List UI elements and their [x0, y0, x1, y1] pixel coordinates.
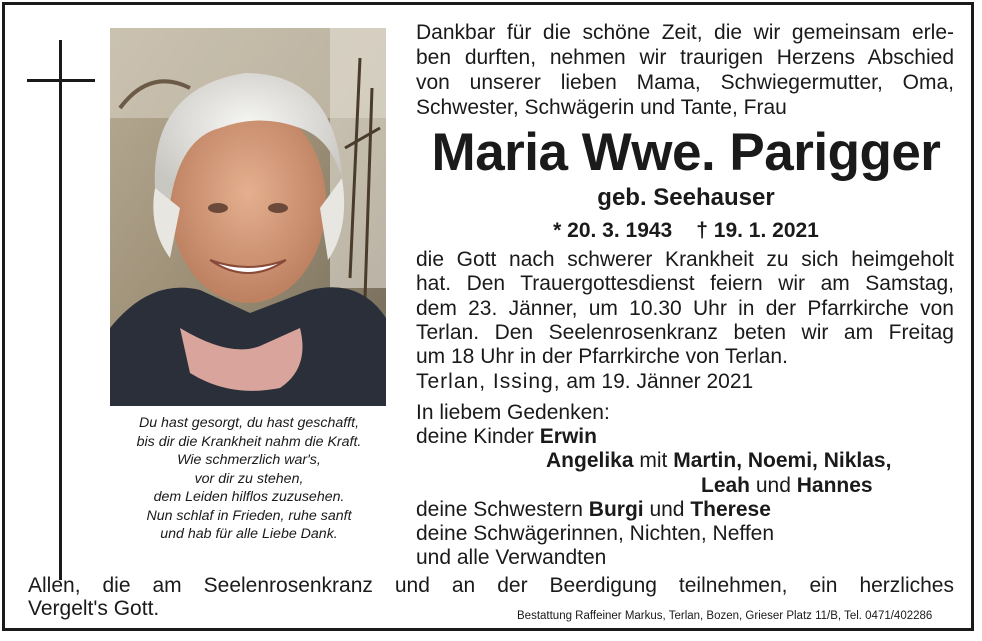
body-line: dem 23. Jänner, um 10.30 Uhr in der Pfarrkirche von — [416, 296, 954, 320]
grandchild-name: Hannes — [796, 473, 873, 497]
mourners-list — [416, 401, 956, 570]
birth-date: * 20. 3. 1943 — [553, 219, 673, 242]
child-name: Erwin — [539, 425, 597, 449]
grandchildren-names: Martin, Noemi, Niklas, — [673, 449, 892, 473]
deceased-name: Maria Wwe. Parigger — [431, 123, 941, 182]
grandchildren-line: Leah und Hannes — [701, 473, 873, 497]
sister-name: Burgi — [588, 497, 644, 521]
cross-icon-horizontal — [27, 79, 95, 82]
poem-line: Du hast gesorgt, du hast geschafft, — [138, 415, 360, 431]
life-dates — [410, 219, 962, 243]
portrait-photo — [110, 28, 386, 406]
child-name: Angelika — [546, 449, 634, 473]
relatives-line: und alle Verwandten — [416, 546, 607, 570]
intro-line: ben durften, nehmen wir traurigen Herzens Abschied — [416, 46, 954, 69]
poem-line: und hab für alle Liebe Dank. — [160, 526, 338, 542]
children-line: deine Kinder Erwin — [416, 425, 597, 449]
mourners-heading: In liebem Gedenken: — [416, 401, 610, 424]
cross-icon-vertical — [59, 40, 62, 580]
inlaws-line: deine Schwägerinnen, Nichten, Neffen — [416, 521, 775, 545]
death-date: † 19. 1. 2021 — [696, 219, 819, 242]
intro-line: von unserer lieben Mama, Schwiegermutter, Oma, — [416, 71, 954, 94]
child-line: Angelika mit Martin, Noemi, Niklas, — [546, 449, 892, 473]
intro-text — [416, 20, 954, 120]
poem-line: bis dir die Krankheit nahm die Kraft. — [136, 433, 362, 450]
body-line: hat. Den Trauergottesdienst feiern wir am Samstag, — [416, 272, 954, 296]
body-line: die Gott nach schwerer Krankheit zu sich heimgeholt — [416, 248, 954, 271]
undertaker-info: Bestattung Raffeiner Markus, Terlan, Bozen, Grieser Platz 11/B, Tel. 0471/402286 — [517, 610, 933, 622]
place-and-date — [416, 370, 753, 394]
intro-line: Schwester, Schwägerin und Tante, Frau — [416, 96, 787, 119]
poem-line: dem Leiden hilflos zuzusehen. — [153, 489, 345, 505]
closing-line: Allen, die am Seelenrosenkranz und an der Beerdigung teilnehmen, ein herzliches — [28, 574, 954, 597]
closing-line: Vergelt's Gott. — [28, 597, 160, 620]
poem-line: Nun schlaf in Frieden, ruhe sanft — [146, 507, 352, 524]
places: Terlan, Issing, — [416, 370, 561, 393]
poem-line: Wie schmerzlich war's, — [177, 452, 321, 468]
announcement-text — [416, 248, 954, 369]
sisters-line: deine Schwestern Burgi und Therese — [416, 497, 771, 521]
memorial-poem — [104, 414, 394, 544]
poem-line: vor dir zu stehen, — [194, 470, 304, 487]
grandchild-name: Leah — [701, 473, 751, 497]
date: am 19. Jänner 2021 — [566, 370, 754, 393]
intro-line: Dankbar für die schöne Zeit, die wir gemeinsam erle- — [416, 21, 954, 44]
body-line: Terlan. Den Seelenrosenkranz beten wir am Freitag — [416, 320, 954, 344]
sister-name: Therese — [690, 497, 771, 521]
birth-name: geb. Seehauser — [597, 184, 775, 211]
body-line: um 18 Uhr in der Pfarrkirche von Terlan. — [416, 345, 788, 369]
